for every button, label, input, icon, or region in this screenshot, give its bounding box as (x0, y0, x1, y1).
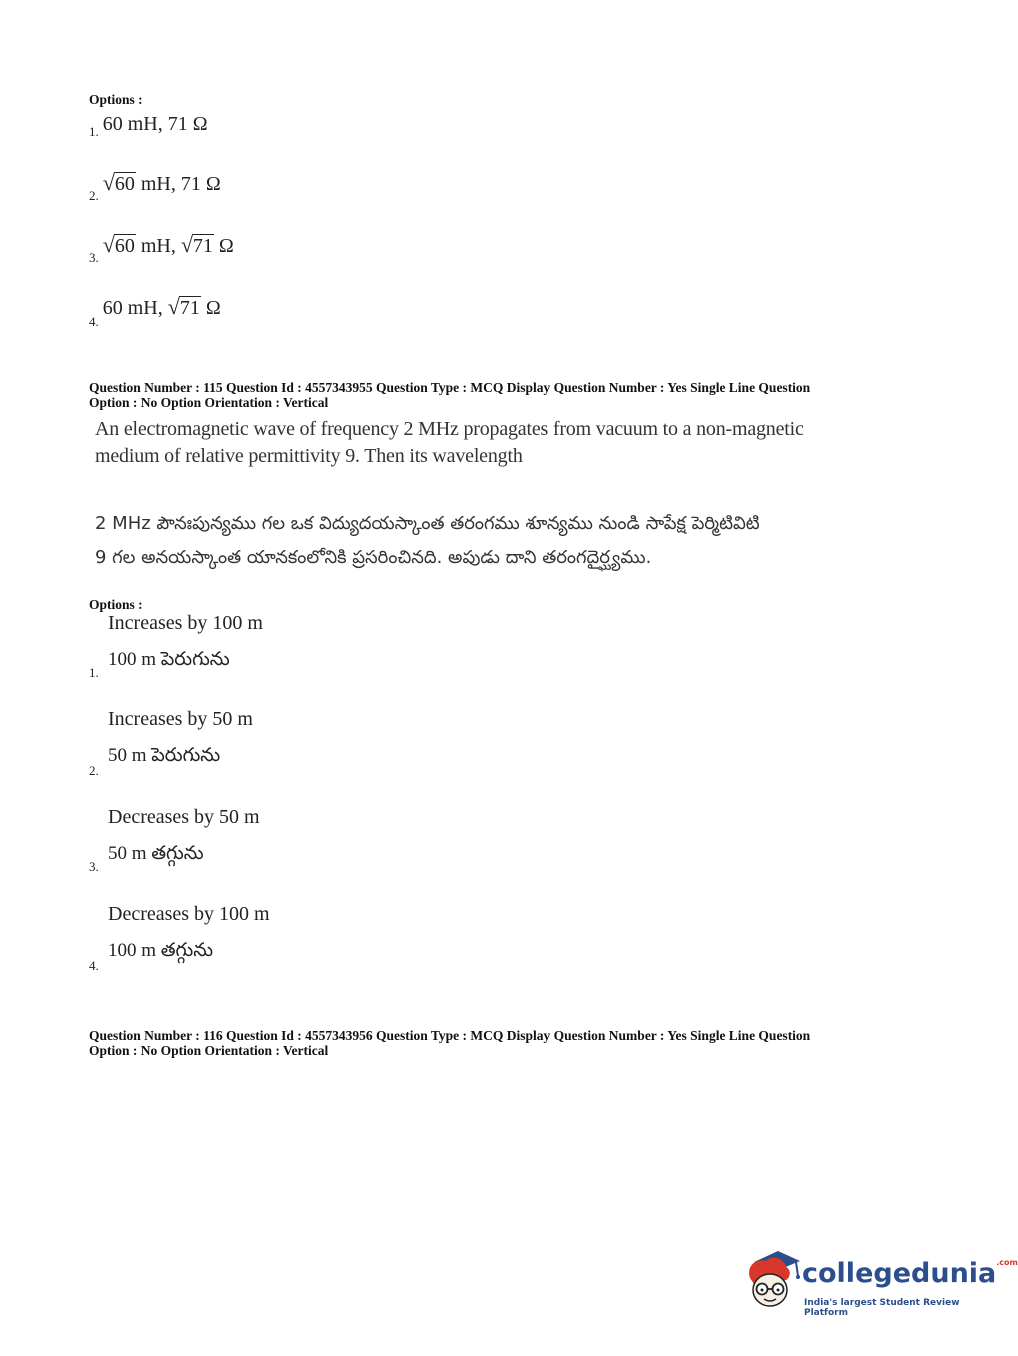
collegedunia-logo (740, 1248, 1018, 1318)
question-116-header (89, 1028, 810, 1058)
header-line-2: Option : No Option Orientation : Vertical (89, 395, 329, 410)
option-english: Decreases by 50 m (108, 806, 260, 828)
logo-wordmark (802, 1258, 1018, 1289)
header-line-1: Question Number : 116 Question Id : 4557343956 Question Type : MCQ Display Question Number : Yes Single Line Question (89, 1028, 811, 1043)
prev-option-1 (89, 113, 208, 139)
option-text (102, 294, 221, 319)
sqrt-sign-icon: √ (180, 232, 193, 257)
option-english: Increases by 100 m (108, 612, 263, 634)
option-text: 60 mH, 71 Ω (102, 113, 208, 135)
option-telugu: 50 m పెరుగును (108, 745, 221, 766)
options-label: Options : (89, 597, 143, 612)
telugu-line-2: 9 గల అనయస్కాంత యానకంలోనికి ప్రసరించినది. అపుడు దాని తరంగదైర్ఘ్యము. (95, 547, 652, 568)
radicand: 60 (114, 235, 135, 257)
question-text-line-2: medium of relative permittivity 9. Then its wavelength (95, 445, 523, 467)
logo-tld: .com (996, 1258, 1018, 1267)
option-number: 2. (89, 763, 99, 778)
option-number: 4. (89, 958, 99, 973)
header-line-1: Question Number : 115 Question Id : 4557343955 Question Type : MCQ Display Question Number : Yes Single Line Question (89, 380, 811, 395)
sqrt-sign-icon: √ (102, 170, 115, 195)
question-115-telugu-text (95, 507, 760, 575)
question-115-text (95, 416, 804, 470)
sqrt-sign-icon: √ (167, 294, 180, 319)
question-115-header (89, 380, 810, 410)
option-number: 4. (89, 314, 99, 329)
option-text-post: Ω (200, 297, 221, 319)
header-line-2: Option : No Option Orientation : Vertical (89, 1043, 329, 1058)
prev-option-2 (89, 170, 221, 203)
option-number: 3. (89, 859, 99, 874)
option-text (102, 170, 221, 195)
sqrt-sign-icon: √ (102, 232, 115, 257)
option-english: Increases by 50 m (108, 708, 253, 730)
option-number: 2. (89, 188, 99, 203)
radicand: 71 (192, 235, 213, 257)
option-text (102, 232, 234, 257)
question-text-line-1: An electromagnetic wave of frequency 2 MHz propagates from vacuum to a non-magnetic (95, 418, 804, 440)
mascot-icon (740, 1248, 804, 1312)
option-text-post: Ω (213, 235, 234, 257)
option-text-rest: mH, 71 Ω (135, 173, 221, 195)
option-telugu: 100 m పెరుగును (108, 649, 230, 670)
telugu-line-1: 2 MHz పౌనఃపున్యము గల ఒక విద్యుదయస్కాంత తరంగము శూన్యము నుండి సాపేక్ష పెర్మిటివిటి (95, 513, 760, 534)
option-english: Decreases by 100 m (108, 903, 270, 925)
option-number: 1. (89, 665, 99, 680)
prev-option-4 (89, 294, 221, 329)
option-text-pre: 60 mH, (102, 297, 168, 319)
option-telugu: 100 m తగ్గును (108, 940, 214, 961)
radicand: 71 (179, 297, 200, 319)
option-number: 1. (89, 124, 99, 139)
option-text-mid: mH, (135, 235, 181, 257)
logo-title: collegedunia (802, 1258, 997, 1289)
option-telugu: 50 m తగ్గును (108, 843, 204, 864)
radicand: 60 (114, 173, 135, 195)
option-number: 3. (89, 250, 99, 265)
options-label: Options : (89, 92, 143, 107)
prev-option-3 (89, 232, 234, 265)
logo-tagline: India's largest Student Review Platform (804, 1298, 960, 1318)
